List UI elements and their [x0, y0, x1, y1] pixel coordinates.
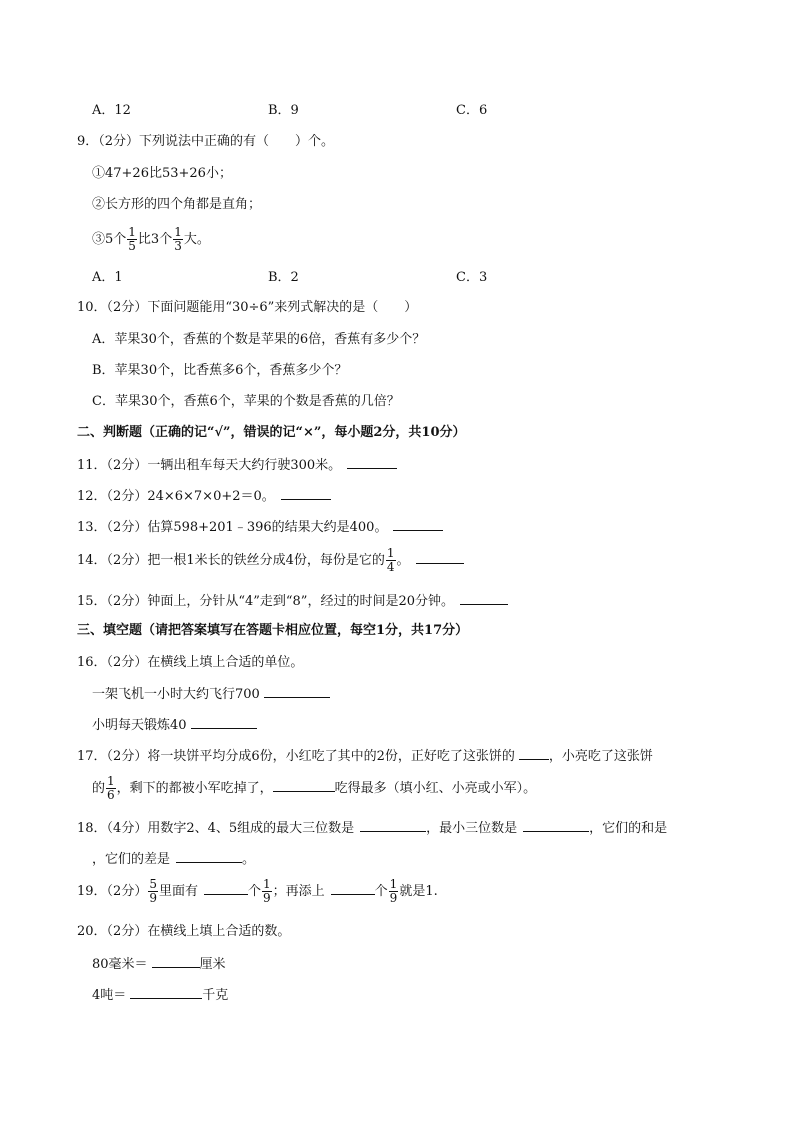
q19-text-d: ；再添上 — [272, 884, 325, 899]
q20-stem: 20．（2分）在横线上填上合适的数。 — [77, 924, 291, 939]
q20-line-1 — [92, 956, 226, 973]
q18-text-1b: ，最小三位数是 — [426, 821, 518, 836]
q17-text-1: 17．（2分）将一块饼平均分成6份，小红吃了其中的2份，正好吃了这张饼的 — [77, 749, 515, 764]
q14 — [77, 546, 464, 576]
q8-option-a: A．12 — [92, 103, 131, 118]
q11-answer-blank[interactable] — [347, 457, 397, 469]
q10-option-c: C．苹果30个，香蕉6个，苹果的个数是香蕉的几倍？ — [92, 394, 400, 409]
q14-fraction-one-quarter — [386, 547, 396, 574]
q13-text: 13．（2分）估算598+201﹣396的结果大约是400。 — [77, 520, 388, 535]
q20-blank-1[interactable] — [152, 956, 200, 968]
q17-text-1b: ，小亮吃了这张饼 — [548, 749, 653, 764]
q9-fraction-one-third — [173, 226, 183, 253]
q17-fraction-one-sixth — [106, 775, 116, 802]
q18-text-2a: ，它们的差是 — [92, 852, 171, 867]
fraction-numerator: 1 — [263, 877, 271, 891]
q10-option-b: B．苹果30个，比香蕉多6个，香蕉多少个？ — [92, 363, 348, 378]
q12-text: 12．（2分）24×6×7×0+2＝0。 — [77, 489, 275, 504]
q20-text-2b: 千克 — [202, 988, 229, 1003]
q14-text-end: 。 — [396, 553, 410, 568]
q9-statement-3 — [92, 225, 210, 255]
q16-line-2-text: 小明每天锻炼40 — [92, 718, 187, 733]
q16-line-1-text: 一架飞机一小时大约飞行700 — [92, 687, 260, 702]
q19-fraction-one-ninth-2 — [389, 878, 399, 905]
q18-text-1a: 18．（4分）用数字2、4、5组成的最大三位数是 — [77, 821, 355, 836]
fraction-denominator: 9 — [149, 891, 157, 905]
q8-option-c: C．6 — [456, 103, 488, 118]
q18-blank-min[interactable] — [523, 820, 589, 832]
fraction-denominator: 5 — [128, 239, 136, 253]
q9-s3-text-c: 大。 — [183, 232, 210, 247]
q20-line-2 — [92, 987, 228, 1004]
q9-stem: 9．（2分）下列说法中正确的有（ ）个。 — [77, 134, 335, 149]
q12 — [77, 488, 331, 505]
q17-text-2b: ，剩下的都被小军吃掉了， — [116, 781, 273, 796]
fraction-denominator: 3 — [174, 239, 182, 253]
q12-answer-blank[interactable] — [281, 488, 331, 500]
section-3-heading: 三、填空题（请把答案填写在答题卡相应位置，每空1分，共17分） — [77, 623, 469, 638]
q18-blank-max[interactable] — [360, 820, 426, 832]
q19-blank-2[interactable] — [331, 883, 375, 895]
q11 — [77, 457, 397, 474]
q19-fraction-one-ninth — [262, 878, 272, 905]
q9-s3-text-b: 比3个 — [137, 232, 173, 247]
q10-option-a: A．苹果30个，香蕉的个数是苹果的6倍，香蕉有多少个？ — [92, 332, 426, 347]
q8-option-b: B．9 — [268, 103, 299, 118]
q20-text-1a: 80毫米＝ — [92, 957, 148, 972]
q19-text-e: 个 — [374, 884, 388, 899]
q20-text-2a: 4吨＝ — [92, 988, 127, 1003]
q18-blank-diff[interactable] — [176, 851, 242, 863]
q20-text-1b: 厘米 — [199, 957, 226, 972]
q9-option-b: B．2 — [268, 270, 299, 285]
q11-text: 11．（2分）一辆出租车每天大约行驶300米。 — [77, 458, 342, 473]
q17-line-2 — [92, 774, 536, 804]
q19 — [77, 877, 438, 907]
fraction-denominator: 9 — [389, 891, 398, 905]
q9-s3-text-a: ③5个 — [92, 232, 127, 247]
q15-answer-blank[interactable] — [460, 593, 508, 605]
q18-text-2b: 。 — [242, 852, 256, 867]
q18-text-1c: ，它们的和是 — [589, 821, 668, 836]
q13-answer-blank[interactable] — [393, 519, 443, 531]
q16-blank-2[interactable] — [191, 717, 257, 729]
q19-text-a: 19．（2分） — [77, 884, 148, 899]
q10-stem: 10．（2分）下面问题能用“30÷6”来列式解决的是（ ） — [77, 300, 418, 315]
q9-fraction-one-fifth — [127, 226, 137, 253]
fraction-numerator: 5 — [149, 877, 157, 891]
fraction-denominator: 9 — [263, 891, 271, 905]
q18-line-1 — [77, 820, 667, 837]
q15 — [77, 593, 508, 610]
q16-blank-1[interactable] — [264, 686, 330, 698]
q17-text-2a: 的 — [92, 781, 106, 796]
q17-text-2c: 吃得最多（填小红、小亮或小军）。 — [334, 781, 537, 796]
q9-option-c: C．3 — [456, 270, 488, 285]
q14-text: 14．（2分）把一根1米长的铁丝分成4份，每份是它的 — [77, 553, 385, 568]
q16-line-2 — [92, 717, 257, 734]
q18-line-2 — [92, 851, 255, 868]
q14-answer-blank[interactable] — [416, 552, 464, 564]
q19-blank-1[interactable] — [204, 883, 248, 895]
q16-stem: 16．（2分）在横线上填上合适的单位。 — [77, 655, 304, 670]
fraction-numerator: 1 — [174, 225, 182, 239]
q19-text-c: 个 — [247, 884, 261, 899]
q15-text: 15．（2分）钟面上，分针从“4”走到“8”，经过的时间是20分钟。 — [77, 594, 454, 609]
fraction-numerator: 1 — [128, 225, 136, 239]
q20-blank-2[interactable] — [130, 987, 202, 999]
q19-fraction-five-ninths — [148, 878, 158, 905]
q19-text-f: 就是1. — [399, 884, 438, 899]
q13 — [77, 519, 443, 536]
section-2-heading: 二、判断题（正确的记“√”，错误的记“×”，每小题2分，共10分） — [77, 425, 466, 440]
fraction-numerator: 1 — [386, 546, 395, 560]
q9-option-a: A．1 — [92, 270, 123, 285]
fraction-denominator: 4 — [386, 560, 395, 574]
q19-text-b: 里面有 — [158, 884, 198, 899]
fraction-numerator: 1 — [389, 877, 398, 891]
q17-line-1 — [77, 748, 653, 765]
fraction-numerator: 1 — [107, 774, 115, 788]
q17-blank-1[interactable] — [519, 748, 549, 760]
fraction-denominator: 6 — [107, 788, 115, 802]
q16-line-1 — [92, 686, 330, 703]
q17-blank-2[interactable] — [273, 780, 335, 792]
q9-statement-2: ②长方形的四个角都是直角； — [92, 197, 262, 212]
q9-statement-1: ①47+26比53+26小； — [92, 166, 232, 181]
